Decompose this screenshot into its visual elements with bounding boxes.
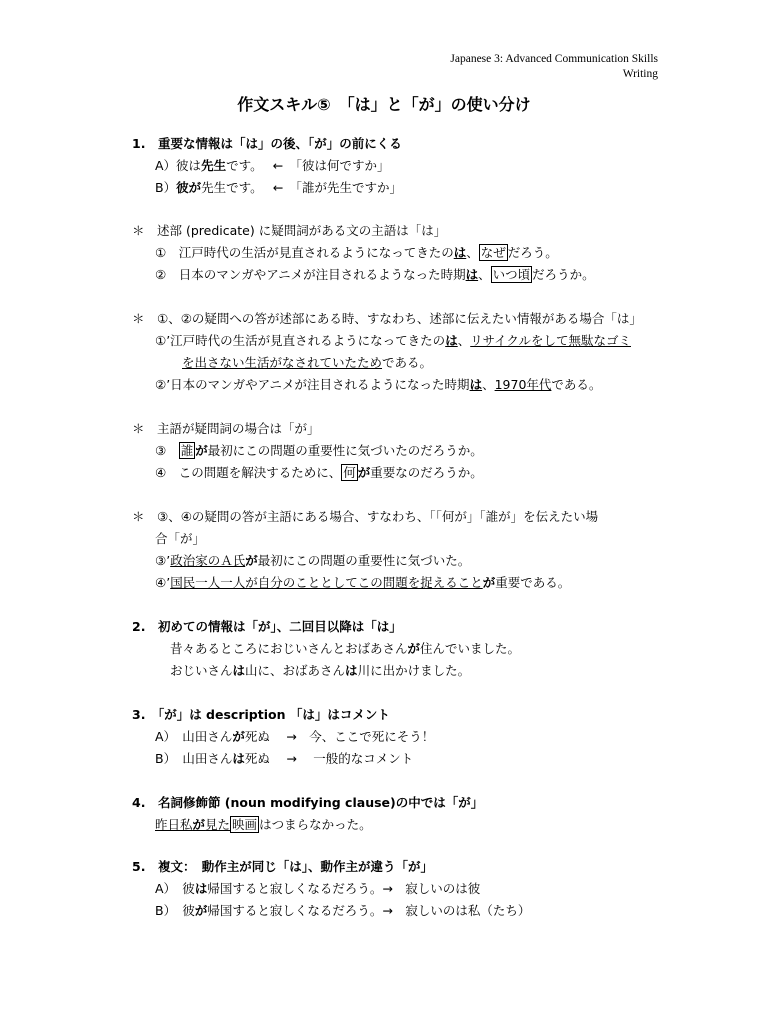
s4-example: 昨日私が見た 映画 はつまらなかった。 [155, 817, 372, 832]
section-4-heading: 4. 名詞修飾節 (noun modifying clause)の中では「が」 [132, 795, 484, 810]
note-4-line-2: ④’国民一人一人が自分のこととしてこの問題を捉えることが重要である。 [155, 575, 571, 590]
note-4-line-1: ③’政治家のＡ氏が最初にこの問題の重要性に気づいた。 [155, 553, 471, 568]
s3-example-b: B） 山田さんは死ぬ → 一般的なコメント [155, 751, 414, 766]
note-3-line-1: ③ 誰 が最初にこの問題の重要性に気づいたのだろうか。 [155, 443, 483, 458]
note-2-line-3: ②’日本のマンガやアニメが注目されるようになった時期は、1970年代である。 [155, 377, 602, 392]
s1-example-b: B）彼が先生です。 ← 「誰が先生ですか」 [155, 180, 403, 195]
section-1-heading: 1. 重要な情報は「は」の後、「が」の前にくる [132, 136, 402, 151]
s2-line-2: おじいさんは山に、おばあさんは川に出かけました。 [170, 663, 471, 678]
section-5-heading: 5. 複文： 動作主が同じ「は」、動作主が違う「が」 [132, 859, 433, 874]
note-2-heading: ＊ ①、②の疑問への答が述部にある時、すなわち、述部に伝えたい情報がある場合「は」 [132, 311, 642, 326]
s5-example-a: A） 彼は帰国すると寂しくなるだろう。→ 寂しいのは彼 [155, 881, 481, 896]
note-4-heading: ＊ ③、④の疑問の答が主語にある場合、すなわち、「「何が」「誰が」を伝えたい場 [132, 509, 599, 524]
note-4-heading-cont: 合「が」 [155, 531, 206, 546]
s5-example-b: B） 彼が帰国すると寂しくなるだろう。→ 寂しいのは私（たち） [155, 903, 531, 918]
section-2-heading: 2. 初めての情報は「が」、二回目以降は「は」 [132, 619, 402, 634]
s1-example-a: A）彼は先生です。 ← 「彼は何ですか」 [155, 158, 390, 173]
page-header [450, 52, 658, 82]
page-title: 作文スキル⑤ 「は」と「が」の使い分け [237, 95, 531, 114]
note-1-line-1: ① 江戸時代の生活が見直されるようになってきたのは、 なぜ だろう。 [155, 245, 558, 260]
note-1-heading: ＊ 述部 (predicate) に疑問詞がある文の主語は「は」 [132, 223, 447, 238]
note-2-line-2: を出さない生活がなされていたためである。 [182, 355, 433, 370]
note-1-line-2: ② 日本のマンガやアニメが注目されるようなった時期は、 いつ頃 だろうか。 [155, 267, 595, 282]
s2-line-1: 昔々あるところにおじいさんとおばあさんが住んでいました。 [170, 641, 521, 656]
note-3-heading: ＊ 主語が疑問詞の場合は「が」 [132, 421, 320, 436]
s3-example-a: A） 山田さんが死ぬ → 今、ここで死にそう！ [155, 729, 435, 744]
note-3-line-2: ④ この問題を解決するために、 何 が重要なのだろうか。 [155, 465, 483, 480]
course-name: Japanese 3: Advanced Communication Skills [450, 53, 658, 65]
note-2-line-1: ①’江戸時代の生活が見直されるようになってきたのは、リサイクルをして無駄なゴミ [155, 333, 631, 348]
section-name: Writing [622, 68, 658, 80]
section-3-heading: 3. 「が」は description 「は」はコメント [132, 707, 390, 722]
